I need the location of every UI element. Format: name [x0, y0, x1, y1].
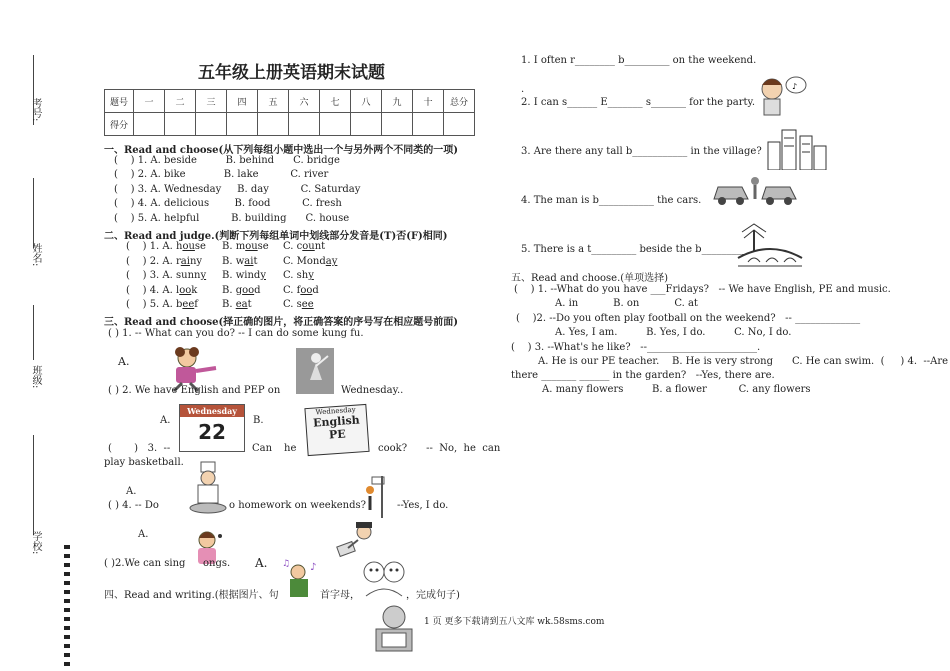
- table-cell: 题号: [105, 90, 134, 113]
- s2-option: [126, 256, 202, 267]
- underlined-letters: ai: [180, 256, 190, 267]
- word-part: f: [194, 299, 198, 310]
- underlined-letters: ai: [244, 256, 254, 267]
- underlined-letters: ee: [301, 299, 314, 310]
- word-part: C. c: [283, 241, 303, 252]
- s3-q4-option-a: A.: [138, 529, 149, 540]
- s3-q2-end: Wednesday..: [341, 385, 404, 396]
- writing-boy-image: [334, 522, 380, 560]
- s5-q2-options: A. Yes, I am. B. Yes, I do. C. No, I do.: [555, 327, 792, 338]
- singing-girl-bubble-image: [750, 73, 808, 125]
- musician-image: [278, 558, 322, 604]
- heading-cn: (从下列每组小题中选出一个与另外两个不同类的一项): [218, 145, 459, 156]
- table-cell: 八: [351, 90, 382, 113]
- s3-q2-option-b: B.: [253, 415, 264, 426]
- s4-item: 2. I can s______ E_______ s_______ for the party.: [521, 97, 756, 108]
- table-cell: 一: [134, 90, 165, 113]
- svg-text:♪: ♪: [310, 562, 317, 573]
- section4-heading-mid: 首字母，: [320, 590, 360, 601]
- table-cell: 五: [258, 90, 289, 113]
- s5-q4-options: A. many flowers B. a flower C. any flowers: [542, 384, 811, 395]
- section3-heading: [104, 313, 458, 328]
- heading-en: 二、Read and judge.: [104, 231, 215, 242]
- s3-q1-option-a: A.: [118, 355, 130, 368]
- s1-item: ( ) 1. A. beside B. behind C. bridge: [114, 155, 340, 166]
- s1-item: ( ) 4. A. delicious B. food C. fresh: [114, 198, 342, 209]
- calendar-header: Wednesday: [180, 405, 244, 417]
- s5-q4-line: there _______ ______ in the garden? --Yes, there are.: [511, 370, 775, 381]
- word-part: ( ) 1. A. h: [126, 241, 183, 252]
- s3-q3-can: Can: [252, 443, 273, 454]
- score-input-cell[interactable]: [413, 113, 444, 136]
- score-table: [104, 89, 475, 136]
- s2-option: [283, 299, 314, 310]
- underlined-letters: ay: [325, 256, 338, 267]
- table-cell: 七: [320, 90, 351, 113]
- class-label: 班级:: [30, 365, 41, 389]
- table-cell: 三: [196, 90, 227, 113]
- underlined-letters: ea: [235, 299, 248, 310]
- s2-option: [283, 285, 319, 296]
- section4-heading-end: ，完成句子): [406, 590, 460, 601]
- s3-q3-option-a: A.: [126, 486, 137, 497]
- s2-option: [283, 256, 337, 267]
- s1-item: ( ) 5. A. helpful B. building C. house: [114, 213, 350, 224]
- basketball-player-image: [360, 474, 390, 520]
- s3-q5-start: ( )2.We can sing: [104, 558, 186, 569]
- word-part: B. g: [222, 285, 243, 296]
- table-cell: 得分: [105, 113, 134, 136]
- card-line: Wednesday: [315, 405, 356, 417]
- word-part: d: [312, 285, 319, 296]
- underlined-letters: ee: [182, 299, 195, 310]
- score-input-cell[interactable]: [165, 113, 196, 136]
- underlined-letters: y: [308, 270, 314, 281]
- word-part: C. Mond: [283, 256, 326, 267]
- word-part: se: [194, 241, 206, 252]
- score-input-cell[interactable]: [258, 113, 289, 136]
- name-label: 姓名:: [30, 243, 41, 267]
- card-line: PE: [328, 427, 347, 442]
- underlined-letters: oo: [179, 285, 192, 296]
- word-part: ( ) 3. A. sunn: [126, 270, 201, 281]
- s3-q3-start: ( ) 3. --: [108, 443, 171, 454]
- word-part: k: [191, 285, 198, 296]
- tall-buildings-image: [764, 124, 830, 170]
- card-line: English: [312, 413, 361, 430]
- s4-dot: .: [521, 84, 525, 95]
- man-between-cars-image: [712, 171, 798, 207]
- calendar-wednesday-image: [179, 404, 245, 452]
- table-cell: 六: [289, 90, 320, 113]
- word-part: B.: [222, 299, 236, 310]
- score-input-cell[interactable]: [196, 113, 227, 136]
- s2-option: [222, 270, 266, 281]
- section5-heading: 五、Read and choose.(单项选择): [511, 273, 669, 284]
- calendar-date: 22: [198, 420, 226, 444]
- s3-q5-option-a: A.: [255, 556, 268, 570]
- s3-q4-end: --Yes, I do.: [397, 500, 449, 511]
- score-input-cell[interactable]: [134, 113, 165, 136]
- s3-question-2: ( ) 2. We have English and PEP on: [108, 385, 281, 396]
- table-cell: 总分: [444, 90, 475, 113]
- word-part: B. wind: [222, 270, 261, 281]
- score-input-cell[interactable]: [351, 113, 382, 136]
- underlined-letters: ou: [302, 241, 315, 252]
- table-cell: 十: [413, 90, 444, 113]
- s4-item: 5. There is a t_________ beside the b_________: [521, 244, 747, 255]
- school-label: 学校:: [30, 531, 41, 555]
- word-part: B. m: [222, 241, 246, 252]
- word-part: nt: [314, 241, 326, 252]
- section4-heading: 四、Read and writing.(根据图片、句: [104, 590, 279, 601]
- word-part: d: [254, 285, 261, 296]
- binding-line: [33, 178, 34, 248]
- score-input-cell[interactable]: [444, 113, 475, 136]
- s5-q1-options: A. in B. on C. at: [555, 298, 698, 309]
- s2-option: [126, 241, 206, 252]
- table-cell: 二: [165, 90, 196, 113]
- s1-item: ( ) 3. A. Wednesday B. day C. Saturday: [114, 184, 361, 195]
- word-part: ( ) 4. A. l: [126, 285, 180, 296]
- exam-number-label: 考号:: [30, 98, 41, 122]
- word-part: C. s: [283, 299, 302, 310]
- word-part: B. w: [222, 256, 245, 267]
- heading-en: 一、Read and choose: [104, 145, 219, 156]
- underlined-letters: oo: [242, 285, 255, 296]
- underlined-letters: ou: [245, 241, 258, 252]
- binding-line: [33, 305, 34, 360]
- s3-q4-mid: o homework on weekends?: [229, 500, 367, 511]
- word-part: ( ) 2. A. r: [126, 256, 181, 267]
- score-input-cell[interactable]: [382, 113, 413, 136]
- dotted-cut-line: [64, 545, 70, 671]
- heading-en: 三、Read and choose: [104, 317, 219, 328]
- s3-q3-end: cook? -- No, he can: [378, 443, 501, 454]
- cook-image: [184, 460, 234, 515]
- s3-question-1: ( ) 1. -- What can you do? -- I can do some kung fu.: [108, 328, 364, 339]
- s2-option: [126, 270, 206, 281]
- s5-question-2: ( )2. --Do you often play football on the weekend? -- _____________: [516, 313, 861, 324]
- score-input-cell[interactable]: [227, 113, 258, 136]
- s4-item: 1. I often r________ b_________ on the weekend.: [521, 55, 757, 66]
- dancer-image: [296, 348, 334, 394]
- heading-cn: (择正确的图片，将正确答案的序号写在相应题号前面): [218, 317, 459, 328]
- s5-q3-options: A. He is our PE teacher. B. He is very strong C. He can swim. ( ) 4. --Are: [538, 356, 949, 367]
- word-part: ny: [189, 256, 203, 267]
- page-title: 五年级上册英语期末试题: [198, 63, 385, 83]
- reading-boy-image: [368, 603, 422, 657]
- score-table-header-row: [105, 90, 475, 113]
- binding-line: [33, 435, 34, 535]
- score-input-cell[interactable]: [289, 113, 320, 136]
- table-cell: 四: [227, 90, 258, 113]
- heading-cn: (判断下列每组单词中划线部分发音是(T)否(F)相同): [214, 231, 448, 242]
- cartoon-kids-image: [356, 556, 412, 600]
- s3-q2-option-a: A.: [160, 415, 171, 426]
- underlined-letters: oo: [300, 285, 313, 296]
- underlined-letters: y: [200, 270, 207, 281]
- table-cell: 九: [382, 90, 413, 113]
- s3-q5-mid: ongs.: [203, 558, 231, 569]
- tree-bridge-image: [734, 222, 806, 274]
- s1-item: ( ) 2. A. bike B. lake C. river: [114, 169, 329, 180]
- score-input-cell[interactable]: [320, 113, 351, 136]
- s4-item: 3. Are there any tall b___________ in the village?: [521, 146, 762, 157]
- word-part: t: [247, 299, 252, 310]
- section1-heading: [104, 141, 458, 156]
- underlined-letters: y: [260, 270, 266, 281]
- underlined-letters: ou: [182, 241, 195, 252]
- s2-option: [222, 256, 257, 267]
- svg-text:♪: ♪: [792, 82, 798, 91]
- s3-q3-he: he: [284, 443, 297, 454]
- s2-option: [126, 299, 198, 310]
- word-part: C. f: [283, 285, 301, 296]
- s2-option: [222, 241, 269, 252]
- page-footer: 1 页 更多下载请到五八文库 wk.58sms.com: [424, 617, 605, 627]
- s3-q3-line2: play basketball.: [104, 457, 184, 468]
- s4-item: 4. The man is b___________ the cars.: [521, 195, 702, 206]
- s3-q4-start: ( ) 4. -- Do: [108, 500, 159, 511]
- s2-option: [222, 285, 261, 296]
- s5-question-1: ( ) 1. --What do you have ___Fridays? -- We have English, PE and music.: [514, 284, 891, 295]
- svg-text:♫: ♫: [282, 559, 291, 569]
- s2-option: [283, 270, 314, 281]
- s2-option: [283, 241, 325, 252]
- word-part: se: [257, 241, 269, 252]
- s2-option: [222, 299, 252, 310]
- s5-question-3: ( ) 3. --What's he like? --______________________.: [511, 342, 761, 353]
- word-part: ( ) 5. A. b: [126, 299, 183, 310]
- score-table-score-row: [105, 113, 475, 136]
- word-part: t: [253, 256, 258, 267]
- s2-option: [126, 285, 197, 296]
- word-part: C. sh: [283, 270, 309, 281]
- section2-heading: [104, 227, 448, 242]
- schedule-card-image: [304, 404, 369, 456]
